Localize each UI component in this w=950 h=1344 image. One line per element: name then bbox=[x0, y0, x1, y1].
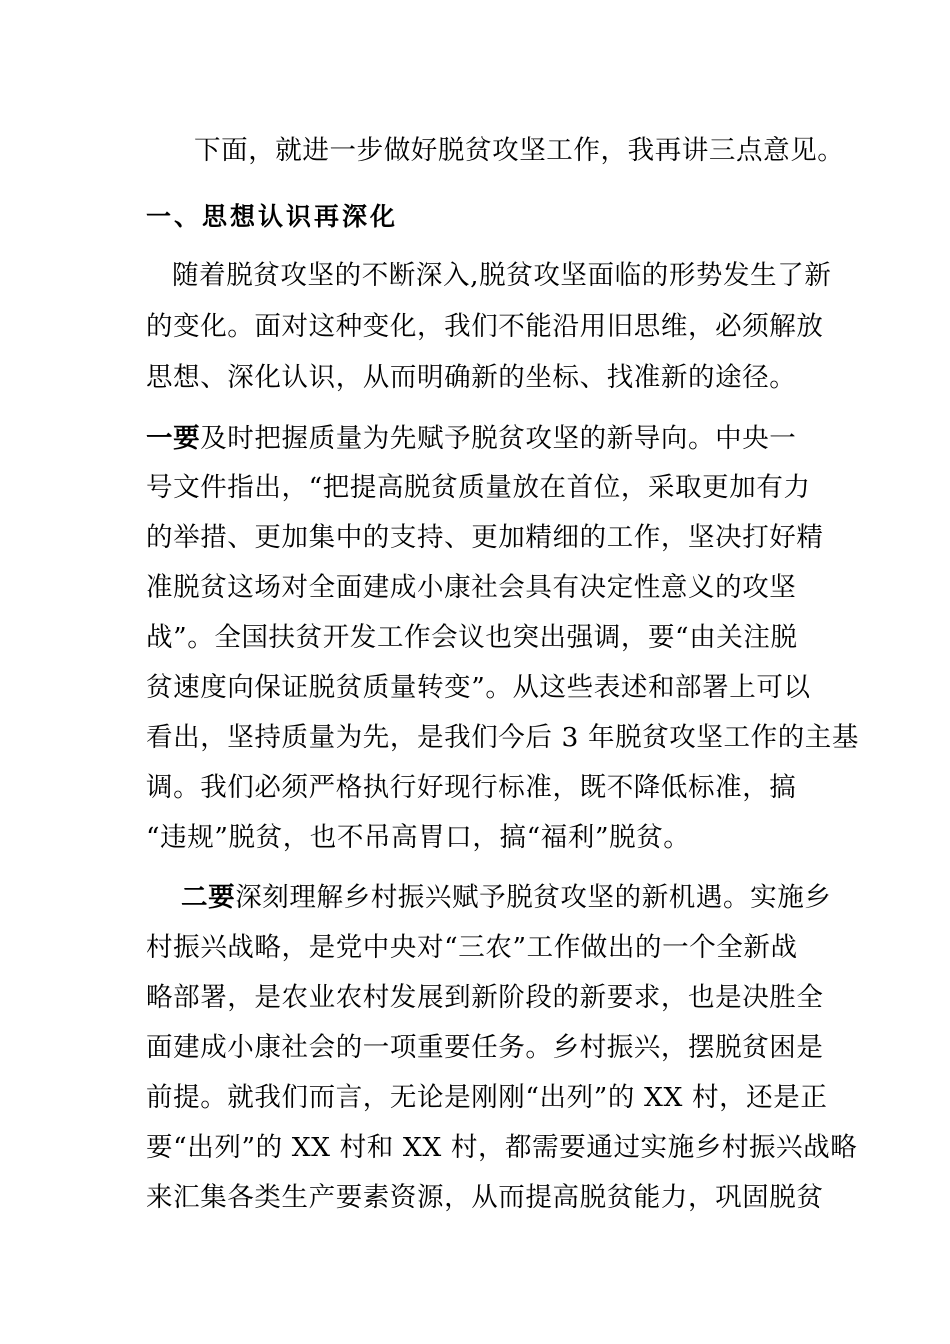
paragraph-1-line-3: 思想、深化认识，从而明确新的坐标、找准新的途径。 bbox=[146, 362, 797, 393]
paragraph-2-line-9: “违规”脱贫，也不吊高胃口，搞“福利”脱贫。 bbox=[146, 822, 691, 853]
paragraph-3-line-1 bbox=[181, 880, 831, 916]
paragraph-3-lead: 二要 bbox=[181, 882, 236, 913]
paragraph-3-line-6: 要“出列”的 XX 村和 XX 村，都需要通过实施乡村振兴战略 bbox=[146, 1132, 858, 1163]
paragraph-2-line-4: 准脱贫这场对全面建成小康社会具有决定性意义的攻坚 bbox=[146, 572, 797, 603]
paragraph-2-line-7: 看出，坚持质量为先，是我们今后 3 年脱贫攻坚工作的主基 bbox=[146, 722, 860, 753]
paragraph-2-line-2: 号文件指出，“把提高脱贫质量放在首位，采取更加有力 bbox=[146, 472, 811, 503]
paragraph-3-first-rest: 深刻理解乡村振兴赋予脱贫攻坚的新机遇。实施乡 bbox=[235, 882, 832, 913]
paragraph-1-line-2: 的变化。面对这种变化，我们不能沿用旧思维，必须解放 bbox=[146, 311, 824, 342]
paragraph-3-line-5: 前提。就我们而言，无论是刚刚“出列”的 XX 村，还是正 bbox=[146, 1082, 828, 1113]
intro-paragraph: 下面，就进一步做好脱贫攻坚工作，我再讲三点意见。 bbox=[194, 135, 845, 166]
paragraph-2-lead: 一要 bbox=[146, 423, 201, 454]
paragraph-3-line-3: 略部署，是农业农村发展到新阶段的新要求，也是决胜全 bbox=[146, 982, 824, 1013]
section-heading-1: 一、思想认识再深化 bbox=[146, 202, 399, 231]
paragraph-3-line-2: 村振兴战略，是党中央对“三农”工作做出的一个全新战 bbox=[146, 932, 798, 963]
paragraph-3-line-4: 面建成小康社会的一项重要任务。乡村振兴，摆脱贫困是 bbox=[146, 1032, 824, 1063]
paragraph-2-line-8: 调。我们必须严格执行好现行标准，既不降低标准，搞 bbox=[146, 772, 797, 803]
paragraph-3-line-7: 来汇集各类生产要素资源，从而提高脱贫能力，巩固脱贫 bbox=[146, 1182, 824, 1213]
paragraph-2-line-3: 的举措、更加集中的支持、更加精细的工作，坚决打好精 bbox=[146, 522, 824, 553]
paragraph-2-line-6: 贫速度向保证脱贫质量转变”。从这些表述和部署上可以 bbox=[146, 672, 811, 703]
paragraph-2-first-rest: 及时把握质量为先赋予脱贫攻坚的新导向。中央一 bbox=[200, 423, 797, 454]
paragraph-1-line-1: 随着脱贫攻坚的不断深入,脱贫攻坚面临的形势发生了新 bbox=[172, 260, 832, 291]
paragraph-2-line-1 bbox=[146, 421, 796, 457]
paragraph-2-line-5: 战”。全国扶贫开发工作会议也突出强调，要“由关注脱 bbox=[146, 622, 798, 653]
